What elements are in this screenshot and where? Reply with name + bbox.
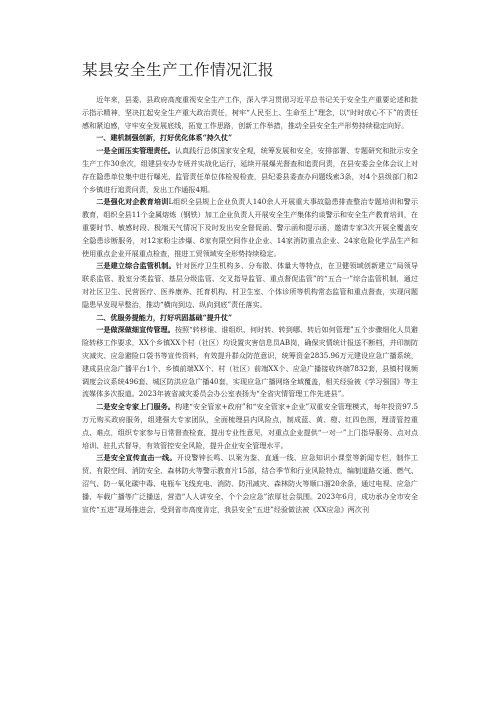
paragraph-text: 开设警钟长鸣、以案为鉴、直通一线、应急知识小课堂等新闻专栏，制作工贸、有限空间、消防安全、森林防火等警示教育片15部，结合季节和行业风险特点，编制道路交通、燃气、沼气、防一氧化碳中毒、电瓶车飞线充电、消防、防汛减灾、森林防火等顺口溜20余条，通过电视、应急广播、车载广播等广泛播送，营造“人人讲安全、个个会应急”浓厚社会氛围。2023年6月，成功承办全市安全宣传“五进”现场推进会，受到省市高度肯定，我县安全“五进”经验做法被《XX应急》两次刊 <box>82 453 419 514</box>
section-heading-1: 一、建机制强创新，打好优化体系“持久仗” <box>96 133 233 143</box>
paragraph-text: L组织全县规上企业负责人140余人开展重大事故隐患排查整治专题培训和警示教育，组织全县11个金属熔炼（钢铁）加工企业负责人开展安全生产集体约谈警示和安全生产教育培训，在重要时节、敏感时段、极端天气情况下及时发出安全督促函、警示函和提示函，邀请专家3次开展全覆盖安全隐患诊断服务，对12家粉尘涉爆、8家有限空间作业企业、14家消防重点企业、24家危险化学品生产和使用重点企业开展重点检查，推进工贸领域安全形势持续稳定。 <box>82 197 419 258</box>
paragraph-text: 按照“转移谁、谁组织、何时转、转到哪、转后如何管理”五个步骤细化人员避险转移工作要求，XX个乡镇XX个村（社区）均设置灾害信息员AB岗，确保灾情统计报送不断档，并印制防灾减灾、应急避险口袋书等宣传资料，有效提升群众防范意识，统筹资金2835.96万元建设应急广播系统，建成县应急广播平台1个、乡镇前端XX个、村（社区）前端XX个、应急广播接收终端7832套，县镇村视频调度会议系统496套、城区防洪应急广播40套，实现应急广播网络全域覆盖，相关经验被《学习强国》等主流媒体多次报道。2023年被省减灾委员会办公室表扬为“全省灾情管理工作先进县”。 <box>82 325 418 399</box>
intro-paragraph: 近年来，县委、县政府高度重视安全生产工作，深入学习贯彻习近平总书记关于安全生产重要论述和批示指示精神，坚决扛起安全生产重大政治责任，树牢“人民至上、生命至上”理念，以“时时放心不下”的责任感和紧迫感，守牢安全发展底线，拓宽工作思路，创新工作举措，推动全县安全生产形势持续稳定向好。 <box>82 95 418 130</box>
paragraph-s1-1 <box>82 145 418 196</box>
paragraph-lead: 二是强化对企教育培训 <box>96 197 169 207</box>
paragraph-lead: 一是做深做细宣传管理。 <box>96 325 175 335</box>
paragraph-s2-2 <box>82 401 418 452</box>
paragraph-lead: 一是全面压实管理责任。 <box>96 146 175 156</box>
paragraph-lead: 三是安全宣传直击一线。 <box>96 453 177 463</box>
paragraph-text: 针对医疗卫生机构多、分布散、体量大等特点，在卫健领域创新建立“局领导联系监管、股室分类监管、基层分级监管、交叉指导监管、重点督促监管”的“五合一”综合监管机制，通过对社区卫生、民营医疗、医养康养、托育机构、村卫生室、个体诊所等机构常态监管和重点督查，实现问题隐患早发现早整治，推动“横向到边、纵向到底”责任落实。 <box>82 261 418 309</box>
paragraph-lead: 二是安全专家上门服务。 <box>96 402 175 412</box>
document-title: 某县安全生产工作情况汇报 <box>82 61 275 79</box>
paragraph-text: 构建“安全管家+政府”和“安全管家+企业”双重安全管理模式，每年投资97.5万元购买政府服务，组建强大专家团队，全面梳理县内风险点，制成蓝、黄、橙、红四色图，理清管控重点、难点，组织专家参与日常督查检查，提出专业性意见，对重点企业提供“一对一”上门指导服务、点对点培训、驻扎式督导，有效管控安全风险，提升企业安全管理水平。 <box>82 402 419 450</box>
paragraph-s1-2 <box>82 196 418 260</box>
paragraph-s2-3 <box>82 452 418 516</box>
paragraph-lead: 三是建立综合监管机制。 <box>96 261 176 271</box>
paragraph-s1-3 <box>82 260 418 311</box>
section-heading-2: 二、优服务提能力，打好巩固基础“提升仗” <box>96 312 233 322</box>
paragraph-s2-1 <box>82 324 418 401</box>
paragraph-text: 认真践行总体国家安全观，统筹发展和安全，安排部署、专题研究和批示安全生产工作30余次，组建县安办专班并实战化运行，延续开展爆光督查和追责问责，在县安委会全体会议上对存在隐患单位集中进行曝光，监管责任单位体检视检查，县纪委县委查办问题线索3条，对4个县级部门和2个乡镇进行追责问责，发出工作通报4期。 <box>82 146 419 194</box>
